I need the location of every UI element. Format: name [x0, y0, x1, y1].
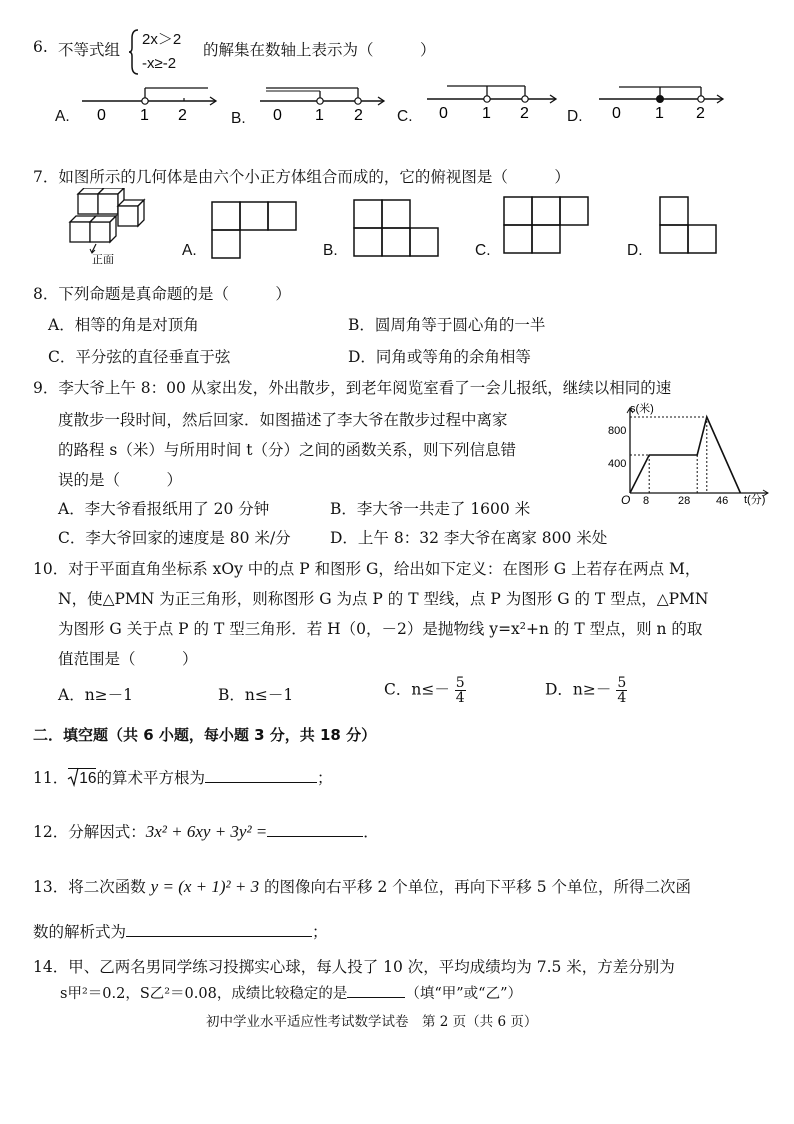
q6-option-c[interactable]: C. [397, 108, 413, 125]
q10-line1: 10．对于平面直角坐标系 xOy 中的点 P 和图形 G，给出如下定义：在图形 G 上若存在两点 M， [33, 560, 701, 578]
q6-brace [128, 28, 140, 76]
q7-view-b [352, 198, 444, 260]
q9-graph-xtick-28: 28 [678, 495, 691, 507]
q7-view-a [210, 200, 302, 262]
q13-expression: y = (x + 1)² + 3 [150, 877, 260, 896]
q8-option-b[interactable]: B．圆周角等于圆心角的一半 [348, 316, 546, 334]
q6-d-tick-2: 2 [696, 105, 705, 122]
q9-option-c[interactable]: C．李大爷回家的速度是 80 米/分 [58, 529, 291, 547]
q13-line2-text: 数的解析式为 [33, 923, 127, 941]
q6-c-tick-1: 1 [482, 105, 491, 122]
q10-line4: 值范围是（ ） [58, 650, 198, 668]
q12-text: 12．分解因式： [33, 823, 146, 841]
q7-option-a[interactable]: A. [182, 242, 197, 259]
q9-graph-ytick-800: 800 [608, 425, 627, 437]
q7-option-d[interactable]: D. [627, 242, 643, 259]
q11-text: 的算术平方根为 [96, 769, 205, 787]
q9-graph-xlabel: t(分) [744, 494, 766, 506]
q11-number: 11． [33, 769, 69, 787]
q7-view-c [502, 195, 594, 257]
q9-line3: 的路程 s（米）与所用时间 t（分）之间的函数关系，则下列信息错 [58, 441, 517, 459]
q6-d-tick-1: 1 [655, 105, 664, 122]
q11-answer-blank[interactable] [205, 781, 317, 783]
page-footer: 初中学业水平适应性考试数学试卷 第 2 页（共 6 页） [206, 1014, 538, 1030]
q10-option-c[interactable] [384, 676, 466, 705]
q10-option-b[interactable]: B．n≤－1 [218, 686, 294, 704]
q6-option-a[interactable]: A. [55, 108, 70, 125]
q8-text: 8．下列命题是真命题的是（ ） [33, 285, 291, 303]
q6-option-b[interactable]: B. [231, 110, 246, 127]
q13-line2 [33, 920, 328, 942]
q11-end: ； [317, 769, 333, 787]
q14-line1: 14．甲、乙两名男同学练习投掷实心球，每人投了 10 次，平均成绩均为 7.5 米，方差分别为 [33, 958, 675, 976]
q13-end: ； [312, 923, 328, 941]
q11-sqrt [68, 768, 96, 788]
q9-line2: 度散步一段时间，然后回家．如图描述了李大爷在散步过程中离家 [58, 411, 508, 429]
q13-post: 的图像向右平移 2 个单位，再向下平移 5 个单位，所得二次函 [264, 878, 691, 896]
q6-system-line1: 2x＞2 [142, 31, 182, 48]
q14-answer-blank[interactable] [347, 996, 405, 998]
q7-solid-figure [66, 188, 166, 264]
q6-numberline-d [597, 80, 727, 130]
q9-line1: 9．李大爷上午 8：00 从家出发，外出散步，到老年阅览室看了一会儿报纸，继续以相同的速 [33, 379, 672, 397]
q6-option-d[interactable]: D. [567, 108, 583, 125]
q6-numberline-a [80, 82, 220, 132]
sqrt-sign-icon [67, 767, 79, 787]
q6-b-tick-0: 0 [273, 107, 282, 124]
q7-option-b[interactable]: B. [323, 242, 338, 259]
q7-front-label: 正面 [92, 254, 114, 264]
q6-a-tick-0: 0 [97, 107, 106, 124]
q6-pre: 不等式组 [58, 41, 121, 59]
q6-b-tick-1: 1 [315, 107, 324, 124]
q6-a-tick-2: 2 [178, 107, 187, 124]
q9-distance-time-graph [608, 400, 778, 520]
q9-graph-ylabel: s(米) [630, 403, 654, 415]
q6-c-tick-0: 0 [439, 105, 448, 122]
q7-text: 7．如图所示的几何体是由六个小正方体组合而成的，它的俯视图是（ ） [33, 168, 570, 186]
q9-option-a[interactable]: A．李大爷看报纸用了 20 分钟 [58, 500, 270, 518]
q12-expression: 3x² + 6xy + 3y² = [145, 822, 268, 841]
q9-option-d[interactable]: D．上午 8：32 李大爷在离家 800 米处 [330, 529, 608, 547]
q10-line2: N，使△PMN 为正三角形，则称图形 G 为点 P 的 T 型线，点 P 为图形 G 的 T 型点，△PMN [58, 590, 709, 608]
q9-line4: 误的是（ ） [58, 471, 183, 489]
q8-option-c[interactable]: C．平分弦的直径垂直于弦 [48, 348, 231, 366]
q9-option-b[interactable]: B．李大爷一共走了 1600 米 [330, 500, 531, 518]
q11-radicand: 16 [79, 770, 97, 787]
q14-line2 [60, 982, 522, 1003]
q13-answer-blank[interactable] [126, 935, 312, 937]
q10-option-c-fraction: $\frac{5}{4}$ [455, 675, 465, 706]
q10-line3: 为图形 G 关于点 P 的 T 型三角形．若 H（0，－2）是抛物线 y=x²+n 的 T 型点，则 n 的取 [58, 620, 703, 638]
q10-option-d-label: D．n≥－ [545, 680, 612, 699]
q9-graph-xtick-46: 46 [716, 495, 729, 507]
q10-option-d-fraction: $\frac{5}{4}$ [617, 675, 627, 706]
q9-graph-ytick-400: 400 [608, 458, 627, 470]
q6-numberline-c [425, 80, 560, 130]
q7-view-d [658, 195, 722, 257]
q8-option-d[interactable]: D．同角或等角的余角相等 [348, 348, 531, 366]
q13-line1 [33, 875, 691, 897]
q11 [33, 766, 333, 788]
q14-line2-suffix: （填“甲”或“乙”） [405, 986, 522, 1002]
q6-c-tick-2: 2 [520, 105, 529, 122]
section2-heading: 二．填空题（共 6 小题，每小题 3 分，共 18 分） [33, 726, 377, 744]
q12-end: ． [363, 823, 379, 841]
q10-option-a[interactable]: A．n≥－1 [58, 686, 134, 704]
q12-answer-blank[interactable] [267, 835, 363, 837]
q6-a-tick-1: 1 [140, 107, 149, 124]
q14-line2-text: s甲²＝0.2，S乙²＝0.08，成绩比较稳定的是 [60, 986, 348, 1002]
q13-pre: 13．将二次函数 [33, 878, 146, 896]
q9-graph-xtick-8: 8 [643, 495, 650, 507]
q10-option-d[interactable] [545, 676, 627, 705]
q6-b-tick-2: 2 [354, 107, 363, 124]
q6-numberline-b [258, 82, 388, 132]
q6-post: 的解集在数轴上表示为（ ） [203, 41, 436, 59]
q6-d-tick-0: 0 [612, 105, 621, 122]
q12 [33, 820, 379, 842]
q6-system-line2: -x≥-2 [142, 55, 177, 72]
q9-graph-origin: O [621, 493, 631, 507]
q10-option-c-label: C．n≤－ [384, 680, 450, 699]
q7-option-c[interactable]: C. [475, 242, 491, 259]
q6-number: 6. [33, 38, 48, 56]
q8-option-a[interactable]: A．相等的角是对顶角 [48, 316, 199, 334]
